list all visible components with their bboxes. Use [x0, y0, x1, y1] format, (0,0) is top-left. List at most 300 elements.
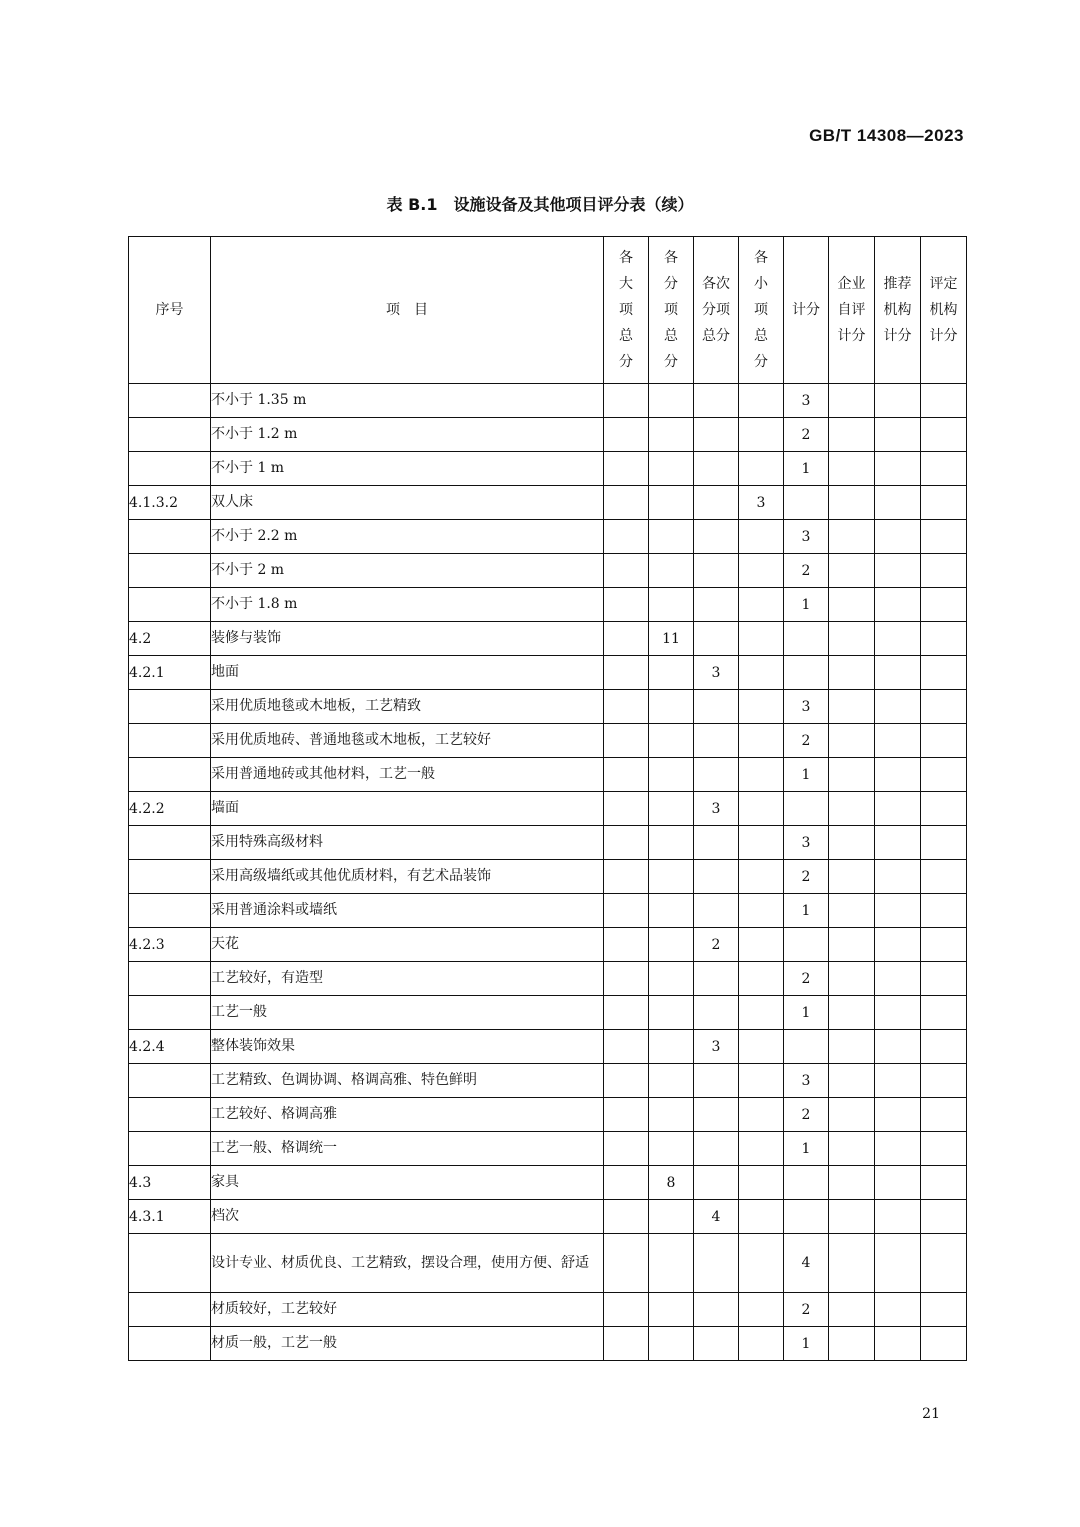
cell-no — [129, 962, 211, 996]
cell-major-total — [604, 418, 649, 452]
cell-sub-total — [649, 894, 694, 928]
cell-no — [129, 384, 211, 418]
cell-no — [129, 1293, 211, 1327]
cell-review-score — [921, 1098, 967, 1132]
cell-no — [129, 1064, 211, 1098]
cell-score — [784, 656, 829, 690]
cell-no: 4.2.3 — [129, 928, 211, 962]
cell-no — [129, 894, 211, 928]
cell-enterprise-score — [829, 894, 875, 928]
cell-enterprise-score — [829, 1030, 875, 1064]
cell-review-score — [921, 1327, 967, 1361]
cell-enterprise-score — [829, 996, 875, 1030]
cell-review-score — [921, 1132, 967, 1166]
table-row — [129, 1293, 967, 1327]
table-row — [129, 860, 967, 894]
cell-secondary-total — [694, 554, 739, 588]
cell-enterprise-score — [829, 1234, 875, 1293]
cell-no — [129, 1132, 211, 1166]
standard-number: GB/T 14308—2023 — [809, 126, 964, 145]
cell-secondary-total: 3 — [694, 1030, 739, 1064]
cell-major-total — [604, 656, 649, 690]
cell-secondary-total — [694, 826, 739, 860]
cell-review-score — [921, 690, 967, 724]
cell-score: 1 — [784, 894, 829, 928]
cell-sub-total — [649, 1098, 694, 1132]
cell-secondary-total — [694, 520, 739, 554]
cell-minor-total — [739, 1098, 784, 1132]
cell-minor-total — [739, 894, 784, 928]
cell-major-total — [604, 1234, 649, 1293]
cell-no — [129, 588, 211, 622]
cell-enterprise-score — [829, 962, 875, 996]
cell-item: 不小于 1.8 m — [211, 588, 604, 622]
header-item: 项 目 — [211, 237, 604, 384]
cell-sub-total — [649, 554, 694, 588]
cell-item: 采用特殊高级材料 — [211, 826, 604, 860]
cell-item: 不小于 1.2 m — [211, 418, 604, 452]
cell-review-score — [921, 1293, 967, 1327]
cell-recommend-score — [875, 928, 921, 962]
cell-major-total — [604, 1200, 649, 1234]
header-minor-total: 各小项总分 — [739, 237, 784, 384]
cell-major-total — [604, 1132, 649, 1166]
cell-no — [129, 1098, 211, 1132]
cell-recommend-score — [875, 384, 921, 418]
cell-no — [129, 860, 211, 894]
cell-minor-total — [739, 758, 784, 792]
cell-recommend-score — [875, 1327, 921, 1361]
cell-item: 装修与装饰 — [211, 622, 604, 656]
page-number: 21 — [922, 1406, 940, 1422]
cell-minor-total — [739, 1166, 784, 1200]
header-score: 计分 — [784, 237, 829, 384]
cell-review-score — [921, 758, 967, 792]
cell-item: 工艺一般、格调统一 — [211, 1132, 604, 1166]
cell-item: 工艺较好，有造型 — [211, 962, 604, 996]
cell-sub-total — [649, 1064, 694, 1098]
header-major-total: 各大项总分 — [604, 237, 649, 384]
cell-recommend-score — [875, 860, 921, 894]
cell-item: 采用普通地砖或其他材料，工艺一般 — [211, 758, 604, 792]
table-row — [129, 894, 967, 928]
cell-item: 不小于 2.2 m — [211, 520, 604, 554]
cell-enterprise-score — [829, 384, 875, 418]
cell-review-score — [921, 656, 967, 690]
cell-review-score — [921, 928, 967, 962]
cell-minor-total — [739, 928, 784, 962]
cell-item: 采用优质地砖、普通地毯或木地板，工艺较好 — [211, 724, 604, 758]
cell-item: 采用高级墙纸或其他优质材料，有艺术品装饰 — [211, 860, 604, 894]
cell-score: 2 — [784, 1293, 829, 1327]
header-review-score: 评定机构计分 — [921, 237, 967, 384]
table-row — [129, 826, 967, 860]
cell-recommend-score — [875, 996, 921, 1030]
cell-major-total — [604, 928, 649, 962]
cell-review-score — [921, 1200, 967, 1234]
table-row — [129, 690, 967, 724]
cell-secondary-total — [694, 690, 739, 724]
cell-no — [129, 554, 211, 588]
cell-secondary-total — [694, 1327, 739, 1361]
table-row — [129, 588, 967, 622]
cell-review-score — [921, 418, 967, 452]
cell-item: 不小于 2 m — [211, 554, 604, 588]
cell-recommend-score — [875, 826, 921, 860]
cell-item: 采用优质地毯或木地板，工艺精致 — [211, 690, 604, 724]
cell-score: 1 — [784, 758, 829, 792]
cell-major-total — [604, 520, 649, 554]
cell-minor-total — [739, 452, 784, 486]
cell-item: 设计专业、材质优良、工艺精致，摆设合理，使用方便、舒适 — [211, 1234, 604, 1293]
cell-secondary-total — [694, 588, 739, 622]
cell-secondary-total — [694, 1064, 739, 1098]
table-row — [129, 792, 967, 826]
cell-major-total — [604, 1327, 649, 1361]
cell-recommend-score — [875, 452, 921, 486]
cell-review-score — [921, 486, 967, 520]
cell-major-total — [604, 860, 649, 894]
cell-score: 2 — [784, 724, 829, 758]
cell-score: 1 — [784, 1327, 829, 1361]
cell-minor-total — [739, 724, 784, 758]
cell-major-total — [604, 1064, 649, 1098]
cell-recommend-score — [875, 792, 921, 826]
table-row — [129, 1098, 967, 1132]
cell-sub-total — [649, 1132, 694, 1166]
cell-sub-total — [649, 452, 694, 486]
cell-enterprise-score — [829, 1064, 875, 1098]
cell-enterprise-score — [829, 588, 875, 622]
cell-no — [129, 758, 211, 792]
cell-secondary-total — [694, 622, 739, 656]
cell-score: 2 — [784, 1098, 829, 1132]
cell-no — [129, 520, 211, 554]
cell-score — [784, 1030, 829, 1064]
cell-major-total — [604, 588, 649, 622]
cell-major-total — [604, 554, 649, 588]
cell-recommend-score — [875, 724, 921, 758]
cell-enterprise-score — [829, 1200, 875, 1234]
cell-enterprise-score — [829, 452, 875, 486]
cell-secondary-total: 4 — [694, 1200, 739, 1234]
table-row — [129, 520, 967, 554]
cell-sub-total — [649, 690, 694, 724]
cell-recommend-score — [875, 758, 921, 792]
cell-review-score — [921, 1166, 967, 1200]
cell-secondary-total — [694, 758, 739, 792]
cell-review-score — [921, 622, 967, 656]
cell-enterprise-score — [829, 1098, 875, 1132]
cell-sub-total — [649, 384, 694, 418]
cell-no — [129, 1327, 211, 1361]
table-title: 表 B.1 设施设备及其他项目评分表（续） — [386, 195, 694, 214]
cell-score: 4 — [784, 1234, 829, 1293]
cell-score: 3 — [784, 690, 829, 724]
cell-recommend-score — [875, 520, 921, 554]
cell-secondary-total — [694, 894, 739, 928]
cell-minor-total: 3 — [739, 486, 784, 520]
cell-item: 工艺精致、色调协调、格调高雅、特色鲜明 — [211, 1064, 604, 1098]
table-row — [129, 1166, 967, 1200]
cell-sub-total — [649, 860, 694, 894]
cell-recommend-score — [875, 1166, 921, 1200]
cell-sub-total — [649, 962, 694, 996]
cell-sub-total — [649, 792, 694, 826]
cell-major-total — [604, 724, 649, 758]
cell-review-score — [921, 826, 967, 860]
cell-recommend-score — [875, 656, 921, 690]
cell-no — [129, 418, 211, 452]
cell-enterprise-score — [829, 826, 875, 860]
cell-major-total — [604, 996, 649, 1030]
cell-no: 4.2.2 — [129, 792, 211, 826]
cell-item: 工艺较好、格调高雅 — [211, 1098, 604, 1132]
cell-enterprise-score — [829, 1132, 875, 1166]
table-row — [129, 656, 967, 690]
table-row — [129, 758, 967, 792]
cell-secondary-total — [694, 452, 739, 486]
cell-item: 档次 — [211, 1200, 604, 1234]
cell-enterprise-score — [829, 690, 875, 724]
cell-minor-total — [739, 792, 784, 826]
header-secondary-total: 各次分项总分 — [694, 237, 739, 384]
cell-secondary-total — [694, 1293, 739, 1327]
cell-score — [784, 928, 829, 962]
cell-sub-total — [649, 928, 694, 962]
cell-sub-total — [649, 1234, 694, 1293]
table-row — [129, 962, 967, 996]
cell-item: 工艺一般 — [211, 996, 604, 1030]
cell-review-score — [921, 384, 967, 418]
cell-item: 双人床 — [211, 486, 604, 520]
cell-review-score — [921, 554, 967, 588]
cell-item: 材质一般，工艺一般 — [211, 1327, 604, 1361]
cell-score: 1 — [784, 588, 829, 622]
cell-recommend-score — [875, 1064, 921, 1098]
cell-sub-total — [649, 1293, 694, 1327]
cell-secondary-total: 2 — [694, 928, 739, 962]
cell-secondary-total — [694, 1132, 739, 1166]
cell-score: 2 — [784, 860, 829, 894]
cell-secondary-total — [694, 1166, 739, 1200]
cell-recommend-score — [875, 690, 921, 724]
cell-sub-total — [649, 588, 694, 622]
cell-item: 墙面 — [211, 792, 604, 826]
cell-enterprise-score — [829, 418, 875, 452]
cell-secondary-total — [694, 418, 739, 452]
table-header-row — [129, 237, 967, 384]
cell-major-total — [604, 792, 649, 826]
cell-sub-total — [649, 1030, 694, 1064]
scoring-table — [128, 236, 967, 1361]
cell-minor-total — [739, 860, 784, 894]
cell-sub-total — [649, 520, 694, 554]
table-row — [129, 622, 967, 656]
cell-score: 1 — [784, 452, 829, 486]
cell-sub-total — [649, 656, 694, 690]
cell-recommend-score — [875, 1132, 921, 1166]
cell-no: 4.3 — [129, 1166, 211, 1200]
table-row — [129, 1327, 967, 1361]
cell-no: 4.2.4 — [129, 1030, 211, 1064]
cell-item: 不小于 1.35 m — [211, 384, 604, 418]
cell-recommend-score — [875, 962, 921, 996]
header-no: 序号 — [129, 237, 211, 384]
cell-minor-total — [739, 1293, 784, 1327]
cell-sub-total — [649, 826, 694, 860]
cell-major-total — [604, 452, 649, 486]
cell-major-total — [604, 1166, 649, 1200]
table-row — [129, 1030, 967, 1064]
cell-major-total — [604, 758, 649, 792]
cell-enterprise-score — [829, 622, 875, 656]
cell-no: 4.2.1 — [129, 656, 211, 690]
cell-sub-total — [649, 724, 694, 758]
cell-item: 天花 — [211, 928, 604, 962]
cell-major-total — [604, 1293, 649, 1327]
cell-enterprise-score — [829, 656, 875, 690]
cell-sub-total — [649, 486, 694, 520]
cell-sub-total — [649, 996, 694, 1030]
cell-major-total — [604, 690, 649, 724]
cell-score — [784, 1200, 829, 1234]
cell-major-total — [604, 1098, 649, 1132]
cell-major-total — [604, 486, 649, 520]
table-row — [129, 1200, 967, 1234]
header-recommend-score: 推荐机构计分 — [875, 237, 921, 384]
cell-secondary-total — [694, 1234, 739, 1293]
header-enterprise-score: 企业自评计分 — [829, 237, 875, 384]
cell-minor-total — [739, 1132, 784, 1166]
cell-enterprise-score — [829, 724, 875, 758]
cell-score — [784, 486, 829, 520]
cell-review-score — [921, 452, 967, 486]
cell-enterprise-score — [829, 486, 875, 520]
cell-score: 3 — [784, 520, 829, 554]
cell-secondary-total — [694, 486, 739, 520]
cell-enterprise-score — [829, 554, 875, 588]
cell-major-total — [604, 962, 649, 996]
cell-review-score — [921, 724, 967, 758]
cell-major-total — [604, 1030, 649, 1064]
cell-score: 1 — [784, 996, 829, 1030]
cell-review-score — [921, 792, 967, 826]
cell-no — [129, 452, 211, 486]
table-row — [129, 928, 967, 962]
cell-item: 家具 — [211, 1166, 604, 1200]
cell-recommend-score — [875, 554, 921, 588]
table-row — [129, 1064, 967, 1098]
cell-score — [784, 1166, 829, 1200]
cell-no: 4.3.1 — [129, 1200, 211, 1234]
cell-recommend-score — [875, 588, 921, 622]
cell-item: 地面 — [211, 656, 604, 690]
cell-minor-total — [739, 554, 784, 588]
cell-major-total — [604, 622, 649, 656]
cell-secondary-total — [694, 962, 739, 996]
cell-review-score — [921, 996, 967, 1030]
cell-item: 不小于 1 m — [211, 452, 604, 486]
cell-minor-total — [739, 1200, 784, 1234]
table-row — [129, 452, 967, 486]
cell-review-score — [921, 520, 967, 554]
cell-enterprise-score — [829, 520, 875, 554]
cell-review-score — [921, 1030, 967, 1064]
cell-no: 4.2 — [129, 622, 211, 656]
cell-enterprise-score — [829, 928, 875, 962]
cell-review-score — [921, 1064, 967, 1098]
cell-score — [784, 792, 829, 826]
cell-recommend-score — [875, 1200, 921, 1234]
cell-recommend-score — [875, 1030, 921, 1064]
cell-minor-total — [739, 996, 784, 1030]
cell-review-score — [921, 588, 967, 622]
table-row — [129, 1234, 967, 1293]
cell-recommend-score — [875, 486, 921, 520]
table-row — [129, 486, 967, 520]
cell-no — [129, 826, 211, 860]
table-row — [129, 418, 967, 452]
cell-sub-total — [649, 1200, 694, 1234]
cell-minor-total — [739, 1327, 784, 1361]
cell-secondary-total — [694, 1098, 739, 1132]
cell-sub-total: 11 — [649, 622, 694, 656]
cell-review-score — [921, 860, 967, 894]
cell-no — [129, 690, 211, 724]
cell-secondary-total: 3 — [694, 792, 739, 826]
table-row — [129, 554, 967, 588]
cell-enterprise-score — [829, 758, 875, 792]
header-sub-total: 各分项总分 — [649, 237, 694, 384]
cell-minor-total — [739, 826, 784, 860]
cell-review-score — [921, 1234, 967, 1293]
cell-no — [129, 724, 211, 758]
cell-enterprise-score — [829, 1327, 875, 1361]
cell-score: 3 — [784, 384, 829, 418]
cell-secondary-total: 3 — [694, 656, 739, 690]
cell-major-total — [604, 384, 649, 418]
cell-recommend-score — [875, 1098, 921, 1132]
cell-minor-total — [739, 384, 784, 418]
table-row — [129, 724, 967, 758]
cell-item: 整体装饰效果 — [211, 1030, 604, 1064]
cell-minor-total — [739, 690, 784, 724]
cell-sub-total — [649, 758, 694, 792]
cell-secondary-total — [694, 860, 739, 894]
cell-enterprise-score — [829, 860, 875, 894]
cell-recommend-score — [875, 622, 921, 656]
cell-review-score — [921, 894, 967, 928]
cell-score: 3 — [784, 826, 829, 860]
cell-sub-total — [649, 1327, 694, 1361]
cell-minor-total — [739, 418, 784, 452]
cell-score: 1 — [784, 1132, 829, 1166]
cell-enterprise-score — [829, 1293, 875, 1327]
cell-secondary-total — [694, 996, 739, 1030]
cell-item: 材质较好，工艺较好 — [211, 1293, 604, 1327]
cell-sub-total — [649, 418, 694, 452]
cell-minor-total — [739, 962, 784, 996]
cell-major-total — [604, 894, 649, 928]
cell-enterprise-score — [829, 1166, 875, 1200]
cell-recommend-score — [875, 1234, 921, 1293]
cell-minor-total — [739, 1064, 784, 1098]
table-row — [129, 1132, 967, 1166]
cell-score: 3 — [784, 1064, 829, 1098]
cell-minor-total — [739, 656, 784, 690]
cell-review-score — [921, 962, 967, 996]
